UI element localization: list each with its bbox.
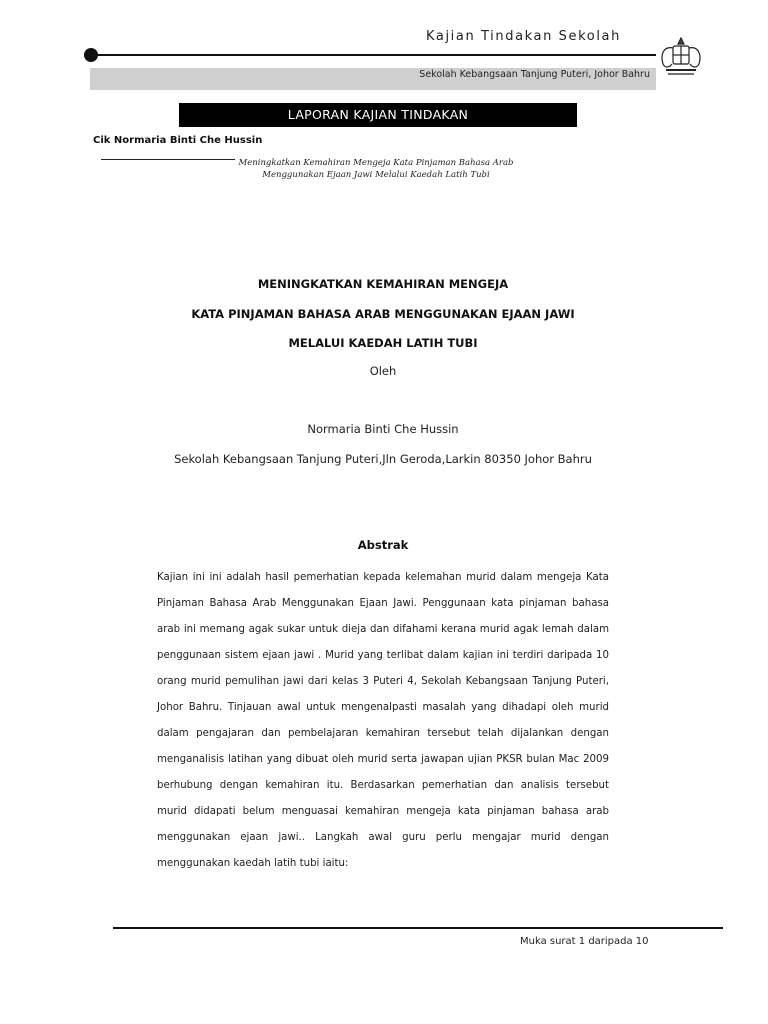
affiliation: Sekolah Kebangsaan Tanjung Puteri,Jln Geroda,Larkin 80350 Johor Bahru xyxy=(174,452,592,466)
malaysia-crest-icon xyxy=(656,34,706,80)
header-title: Kajian Tindakan Sekolah xyxy=(426,29,621,44)
page-number: Muka surat 1 daripada 10 xyxy=(520,936,649,947)
subtitle-line-2: Menggunakan Ejaan Jawi Melalui Kaedah Latih Tubi xyxy=(262,170,490,180)
by-label: Oleh xyxy=(369,364,397,378)
author-line: Cik Normaria Binti Che Hussin xyxy=(93,135,263,146)
author-name: Normaria Binti Che Hussin xyxy=(307,422,459,436)
title-line-1: MENINGKATKAN KEMAHIRAN MENGEJA xyxy=(257,277,509,291)
title-line-3: MELALUI KAEDAH LATIH TUBI xyxy=(288,336,478,350)
header-school: Sekolah Kebangsaan Tanjung Puteri, Johor Bahru xyxy=(419,69,650,80)
footer-rule xyxy=(113,927,723,929)
subtitle-line-1: Meningkatkan Kemahiran Mengeja Kata Pinjaman Bahasa Arab xyxy=(238,158,514,168)
abstract-heading: Abstrak xyxy=(357,538,409,552)
title-line-2: KATA PINJAMAN BAHASA ARAB MENGGUNAKAN EJAAN JAWI xyxy=(191,307,575,321)
header-rule xyxy=(96,54,656,56)
abstract-body: Kajian ini ini adalah hasil pemerhatian kepada kelemahan murid dalam mengeja Kata Pinjaman Bahasa Arab Menggunakan Ejaan Jawi. Penggunaan kata pinjaman bahasa arab ini memang agak sukar untuk dieja dan difahami kerana murid agak lemah dalam penggunaan sistem ejaan jawi . Murid yang terlibat dalam kajian ini terdiri daripada 10 orang murid pemulihan jawi dari kelas 3 Puteri 4, Sekolah Kebangsaan Tanjung Puteri, Johor Bahru. Tinjauan awal untuk mengenalpasti masalah yang dihadapi oleh murid dalam pengajaran dan pembelajaran kemahiran tersebut telah dijalankan dengan menganalisis latihan yang dibuat oleh murid serta jawapan ujian PKSR bulan Mac 2009 berhubung dengan kemahiran itu. Berdasarkan pemerhatian dan analisis tersebut murid didapati belum menguasai kemahiran mengeja kata pinjaman bahasa arab menggunakan ejaan jawi.. Langkah awal guru perlu mengajar murid dengan menggunakan kaedah latih tubi iaitu: xyxy=(157,572,609,869)
author-rule xyxy=(101,159,235,160)
report-label: LAPORAN KAJIAN TINDAKAN xyxy=(179,103,577,127)
